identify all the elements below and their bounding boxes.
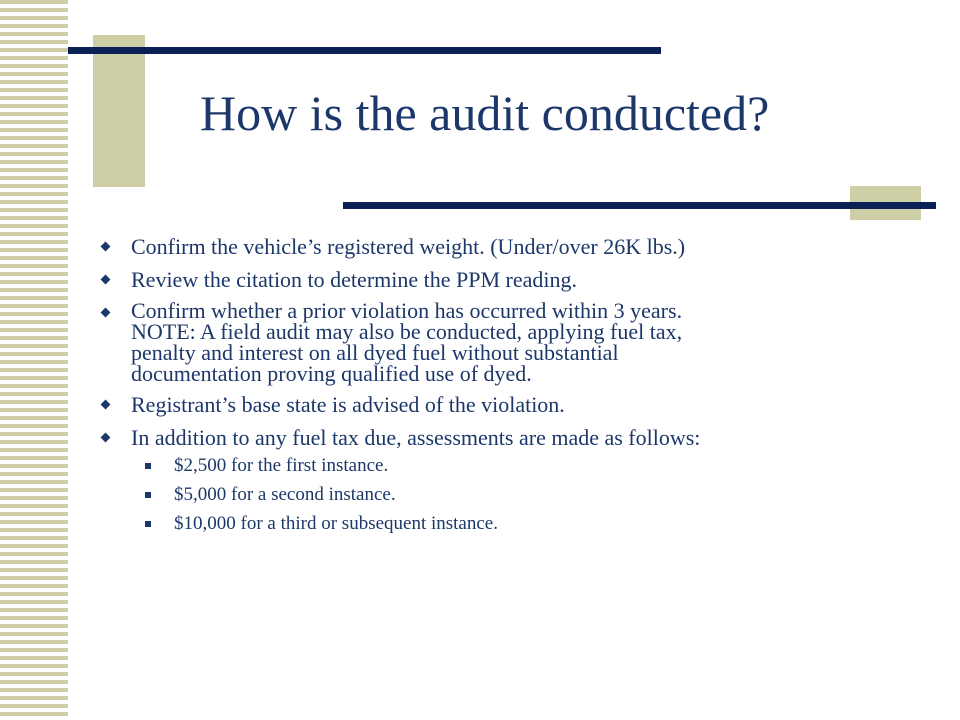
diamond-bullet-icon [101,433,111,443]
square-bullet-icon [145,492,151,498]
bullet-text [131,267,920,292]
sub-bullet-list [131,454,920,535]
top-rule-line [68,47,661,54]
bullet-item [100,267,920,292]
bullet-line: Confirm the vehicle’s registered weight. (Under/over 26K lbs.) [131,234,686,259]
bullet-list [100,234,920,543]
diamond-bullet-icon [101,400,111,410]
bullet-line: Registrant’s base state is advised of the violation. [131,392,565,417]
sub-bullet-item [131,483,920,506]
square-bullet-icon [145,463,151,469]
bullet-line: Confirm whether a prior violation has occurred within 3 years. [131,298,683,323]
bullet-item [100,425,920,535]
bullet-line: Review the citation to determine the PPM reading. [131,267,578,292]
right-rule-line [343,202,936,209]
bullet-item [100,234,920,259]
bullet-text [131,234,920,259]
sub-bullet-text: $2,500 for the first instance. [174,455,389,476]
sub-bullet-item [131,454,920,477]
sub-bullet-text: $5,000 for a second instance. [174,484,396,505]
diamond-bullet-icon [101,308,111,318]
top-accent-block [93,35,145,187]
diamond-bullet-icon [101,242,111,252]
bullet-line: NOTE: A field audit may also be conducted, applying fuel tax, [131,319,683,344]
bullet-item [100,300,920,384]
bullet-text [131,425,920,450]
square-bullet-icon [145,521,151,527]
bullet-line: penalty and interest on all dyed fuel without substantial [131,340,619,365]
bullet-text [131,300,920,384]
slide-title: How is the audit conducted? [200,85,770,141]
bullet-line: documentation proving qualified use of dyed. [131,361,532,386]
bullet-text [131,392,920,417]
left-stripe-decoration [0,0,68,720]
bullet-item [100,392,920,417]
sub-bullet-item [131,512,920,535]
sub-bullet-text: $10,000 for a third or subsequent instance. [174,513,498,534]
diamond-bullet-icon [101,275,111,285]
bullet-line: In addition to any fuel tax due, assessments are made as follows: [131,425,701,450]
